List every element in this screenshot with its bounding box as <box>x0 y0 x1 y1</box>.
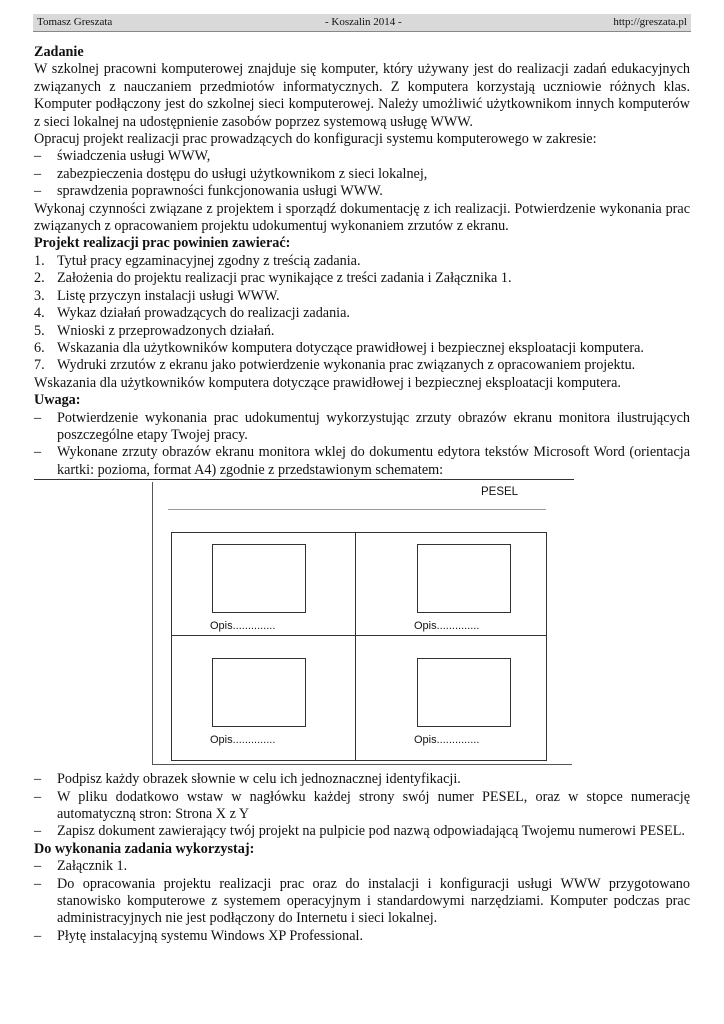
header-line <box>168 509 546 510</box>
page-header <box>33 14 691 32</box>
list-item: – Wykonane zrzuty obrazów ekranu monitora wklej do dokumentu edytora tekstów Microsoft Word (orientacja kartki: pozioma, format A4) zgodnie z przedstawionym schematem: <box>34 444 690 479</box>
pesel-label: PESEL <box>481 486 519 499</box>
list-number: 4. <box>34 305 45 322</box>
layout-schema-diagram <box>34 479 690 767</box>
caption-label: Opis.............. <box>210 734 276 747</box>
wykorzystaj-heading: Do wykonania zadania wykorzystaj: <box>34 840 255 857</box>
zadanie-heading: Zadanie <box>34 44 84 60</box>
list-item: – Podpisz każdy obrazek słownie w celu ich jednoznacznej identyfikacji. <box>34 771 690 788</box>
list-text: Wnioski z przeprowadzonych działań. <box>57 322 275 339</box>
caption-label: Opis.............. <box>210 620 276 633</box>
list-item <box>34 340 690 357</box>
caption-label: Opis.............. <box>414 620 480 633</box>
list-number: 5. <box>34 322 45 339</box>
list-text: Założenia do projektu realizacji prac wynikające z treści zadania i Załącznika 1. <box>57 270 512 287</box>
projekt-after-text: Wskazania dla użytkowników komputera dotyczące prawidłowej i bezpiecznej eksploatacji komputera. <box>34 374 621 391</box>
projekt-heading: Projekt realizacji prac powinien zawierać: <box>34 235 291 252</box>
list-number: 6. <box>34 339 45 356</box>
list-item: – Zapisz dokument zawierający twój projekt na pulpicie pod nazwą odpowiadającą Twojemu numerowi PESEL. <box>34 823 690 840</box>
screenshot-placeholder <box>212 544 306 613</box>
list-number: 1. <box>34 252 45 269</box>
diagram-top-line <box>34 479 574 480</box>
screenshot-placeholder <box>417 658 511 727</box>
list-item: – sprawdzenia poprawności funkcjonowania usługi WWW. <box>34 183 690 200</box>
list-item: – W pliku dodatkowo wstaw w nagłówku każdej strony swój numer PESEL, oraz w stopce numerację automatyczną stron: Strona X z Y <box>34 789 690 824</box>
list-text: Listę przyczyn instalacji usługi WWW. <box>57 287 280 304</box>
header-place: - Koszalin 2014 - <box>325 16 402 28</box>
grid-vertical-divider <box>355 533 356 760</box>
list-text: Wydruki zrzutów z ekranu jako potwierdzenie wykonania prac związanych z opracowaniem projektu. <box>57 357 636 374</box>
screenshot-grid <box>171 532 547 761</box>
list-item <box>34 288 690 305</box>
list-number: 7. <box>34 357 45 374</box>
caption-label: Opis.............. <box>414 734 480 747</box>
screenshot-placeholder <box>417 544 511 613</box>
header-url: http://greszata.pl <box>613 16 687 28</box>
screenshot-placeholder <box>212 658 306 727</box>
list-item <box>34 323 690 340</box>
uwaga-heading: Uwaga: <box>34 392 81 409</box>
list-item: – Płytę instalacyjną systemu Windows XP Professional. <box>34 928 690 945</box>
zadanie-paragraph-1: W szkolnej pracowni komputerowej znajduje się komputer, który używany jest do realizacji zadań edukacyjnych związanych z nauczaniem przedmiotów informatycznych. Z komputera korzystają uczniowie różnych klas. Komputer podłączony jest do szkolnej sieci komputerowej. Należy umożliwić użytkownikom innych komputerów z sieci lokalnej na udostępnienie zasobów poprzez systemową usługę WWW. <box>34 61 690 130</box>
projekt-list <box>34 253 690 375</box>
list-item: – zabezpieczenia dostępu do usługi użytkownikom z sieci lokalnej, <box>34 166 690 183</box>
list-text: Wykaz działań prowadzących do realizacji zadania. <box>57 305 350 322</box>
zadanie-paragraph-2: Opracuj projekt realizacji prac prowadzących do konfiguracji systemu komputerowego w zakresie: <box>34 131 597 148</box>
uwaga-list-continued <box>34 771 690 841</box>
zadanie-scope-list <box>34 148 690 200</box>
list-item <box>34 253 690 270</box>
list-item <box>34 270 690 287</box>
list-item: – Załącznik 1. <box>34 858 690 875</box>
header-author: Tomasz Greszata <box>37 16 113 28</box>
list-text: Wskazania dla użytkowników komputera dotyczące prawidłowej i bezpiecznej eksploatacji komputera. <box>57 339 644 356</box>
wykorzystaj-list <box>34 858 690 945</box>
uwaga-list <box>34 410 690 480</box>
document-body <box>34 44 690 945</box>
list-item: – świadczenia usługi WWW, <box>34 148 690 165</box>
list-number: 2. <box>34 270 45 287</box>
list-item <box>34 357 690 374</box>
list-item <box>34 305 690 322</box>
list-text: Tytuł pracy egzaminacyjnej zgodny z treścią zadania. <box>57 252 361 269</box>
list-number: 3. <box>34 287 45 304</box>
list-item: – Potwierdzenie wykonania prac udokumentuj wykorzystując zrzuty obrazów ekranu monitora ilustrujących poszczególne etapy Twojej pracy. <box>34 410 690 445</box>
list-item: – Do opracowania projektu realizacji prac oraz do instalacji i konfiguracji usługi WWW przygotowano stanowisko komputerowe z systemem operacyjnym i standardowymi narzędziami. Komputer podczas prac administracyjnych nie jest podłączony do Internetu i sieci lokalnej. <box>34 876 690 928</box>
zadanie-paragraph-3: Wykonaj czynności związane z projektem i sporządź dokumentację z ich realizacji. Potwierdzenie wykonania prac związanych z opracowaniem projektu udokumentuj wykonaniem zrzutów z ekranu. <box>34 200 690 235</box>
